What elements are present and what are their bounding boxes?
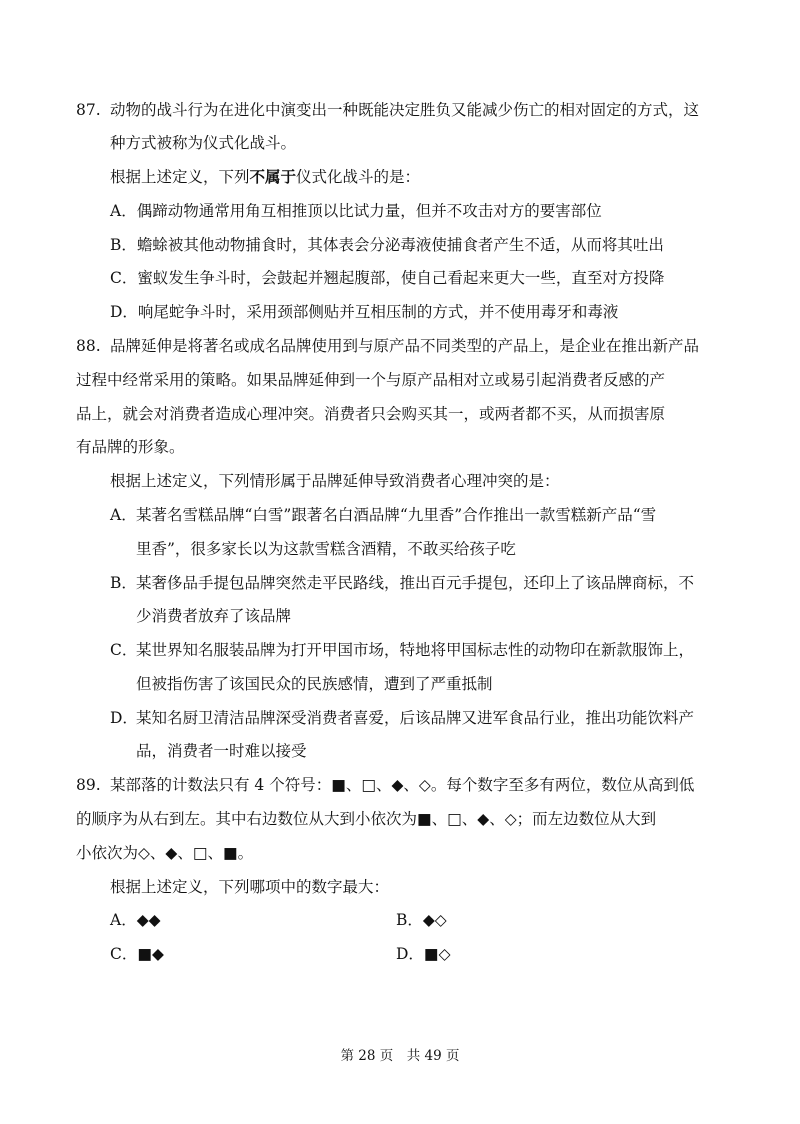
question-prompt: 根据上述定义，下列不属于仪式化战斗的是： <box>110 167 421 186</box>
option-a: A．◆◆ <box>110 911 161 929</box>
definition-line: 品牌延伸是将著名或成名品牌使用到与原产品不同类型的产品上，是企业在推出新产品 <box>110 337 700 355</box>
definition-line: 某部落的计数法只有 4 个符号：■、□、◆、◇。每个数字至多有两位，数位从高到低 <box>110 776 695 794</box>
definition-line: 的顺序为从右到左。其中右边数位从大到小依次为■、□、◆、◇；而左边数位从大到 <box>76 810 657 828</box>
question-prompt: 根据上述定义，下列情形属于品牌延伸导致消费者心理冲突的是： <box>110 472 560 490</box>
option-b: B．◆◇ <box>396 911 447 929</box>
option-d: D．响尾蛇争斗时，采用颈部侧贴并互相压制的方式，并不使用毒牙和毒液 <box>110 303 619 321</box>
option-b-label: B． <box>110 574 137 592</box>
option-c: C．蜜蚁发生争斗时，会鼓起并翘起腹部，使自己看起来更大一些，直至对方投降 <box>110 269 665 287</box>
page-footer: 第 28 页 共 49 页 <box>340 1048 460 1064</box>
option-d-label: D． <box>110 709 138 727</box>
option-c-continued: 但被指伤害了该国民众的民族感情，遭到了严重抵制 <box>136 675 493 693</box>
option-c: C．■◆ <box>110 945 164 963</box>
option-d: D．■◇ <box>396 945 451 963</box>
emphasis-text: 不属于 <box>249 167 297 186</box>
option-b-continued: 少消费者放弃了该品牌 <box>136 607 292 625</box>
question-number: 88. <box>76 337 101 355</box>
option-c: 某世界知名服装品牌为打开甲国市场，特地将甲国标志性的动物印在新款服饰上， <box>136 641 695 659</box>
definition-line: 种方式被称为仪式化战斗。 <box>110 134 297 152</box>
option-b: B．蟾蜍被其他动物捕食时，其体表会分泌毒液使捕食者产生不适，从而将其吐出 <box>110 236 664 254</box>
definition-line: 小依次为◇、◆、□、■。 <box>76 844 254 862</box>
option-c-label: C． <box>110 641 138 659</box>
definition-line: 有品牌的形象。 <box>76 438 185 456</box>
option-a: A．偶蹄动物通常用角互相推顶以比试力量，但并不攻击对方的要害部位 <box>110 202 602 220</box>
definition-line: 过程中经常采用的策略。如果品牌延伸到一个与原产品相对立或易引起消费者反感的产 <box>76 371 666 389</box>
option-a-label: A． <box>110 506 137 524</box>
option-d: 某知名厨卫清洁品牌深受消费者喜爱，后该品牌又进军食品行业，推出功能饮料产 <box>136 709 695 727</box>
option-b: 某奢侈品手提包品牌突然走平民路线，推出百元手提包，还印上了该品牌商标，不 <box>136 574 695 592</box>
definition-line: 动物的战斗行为在进化中演变出一种既能决定胜负又能减少伤亡的相对固定的方式，这 <box>110 101 700 119</box>
question-number: 89. <box>76 776 101 794</box>
definition-line: 品上，就会对消费者造成心理冲突。消费者只会购买其一，或两者都不买，从而损害原 <box>76 405 666 423</box>
question-prompt: 根据上述定义，下列哪项中的数字最大： <box>110 878 390 896</box>
option-a-continued: 里香”，很多家长以为这款雪糕含酒精，不敢买给孩子吃 <box>136 540 516 558</box>
question-number: 87. <box>76 101 101 119</box>
option-a: 某著名雪糕品牌“白雪”跟著名白酒品牌“九里香”合作推出一款雪糕新产品“雪 <box>136 506 657 524</box>
option-d-continued: 品，消费者一时难以接受 <box>136 742 307 760</box>
